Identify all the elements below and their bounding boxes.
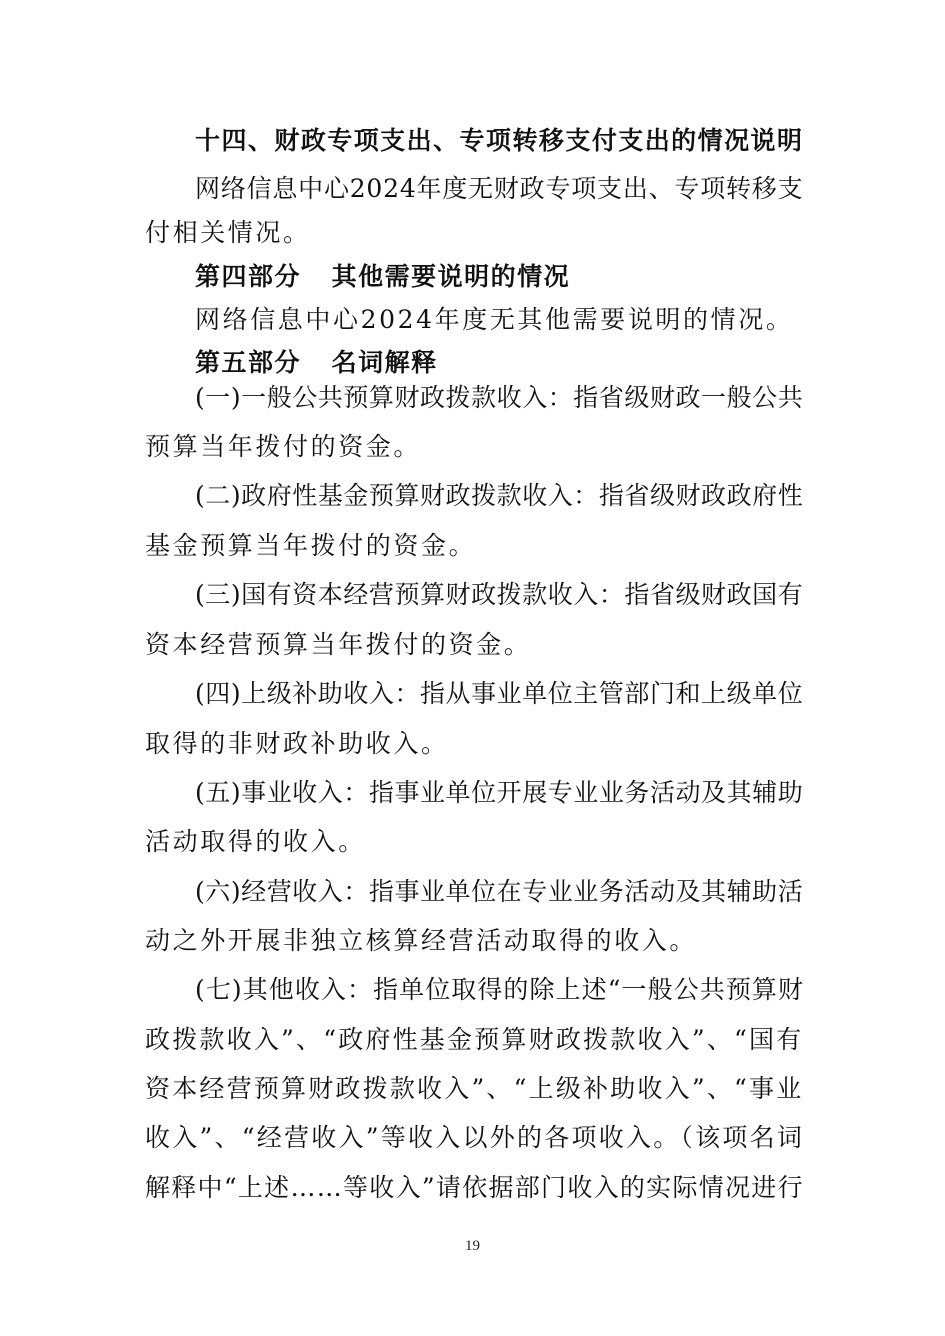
term-5-line: 活动取得的收入。 xyxy=(145,827,366,856)
term-4-line: (四)上级补助收入：指从事业单位主管部门和上级单位 xyxy=(195,679,804,708)
part-4-heading: 第四部分 其他需要说明的情况 xyxy=(195,262,571,291)
section-14-heading: 十四、财政专项支出、专项转移支付支出的情况说明 xyxy=(195,126,804,155)
page-number: 19 xyxy=(465,1238,480,1254)
term-6-line: (六)经营收入：指事业单位在专业业务活动及其辅助活 xyxy=(195,877,804,906)
term-2-line: (二)政府性基金预算财政拨款收入：指省级财政政府性 xyxy=(195,481,804,510)
part-4-body: 网络信息中心2024年度无其他需要说明的情况。 xyxy=(195,305,794,334)
term-2-line: 基金预算当年拨付的资金。 xyxy=(145,531,477,560)
term-3-line: (三)国有资本经营预算财政拨款收入：指省级财政国有 xyxy=(195,580,804,609)
term-7-line: 资本经营预算财政拨款收入”、“上级补助收入”、“事业 xyxy=(145,1074,804,1103)
term-7-line: 解释中“上述……等收入”请依据部门收入的实际情况进行 xyxy=(145,1173,804,1202)
term-1-line: 预算当年拨付的资金。 xyxy=(145,432,422,461)
term-3-line: 资本经营预算当年拨付的资金。 xyxy=(145,630,532,659)
section-14-body-line: 网络信息中心2024年度无财政专项支出、专项转移支 xyxy=(195,174,804,203)
section-14-body-line: 付相关情况。 xyxy=(145,218,311,247)
term-5-line: (五)事业收入：指事业单位开展专业业务活动及其辅助 xyxy=(195,778,804,807)
term-4-line: 取得的非财政补助收入。 xyxy=(145,729,449,758)
term-7-line: 政拨款收入”、“政府性基金预算财政拨款收入”、“国有 xyxy=(145,1025,804,1054)
term-1-line: (一)一般公共预算财政拨款收入：指省级财政一般公共 xyxy=(195,383,804,412)
term-7-line: 收入”、“经营收入”等收入以外的各项收入。（该项名词 xyxy=(145,1123,805,1152)
term-6-line: 动之外开展非独立核算经营活动取得的收入。 xyxy=(145,926,698,955)
term-7-line: (七)其他收入：指单位取得的除上述“一般公共预算财 xyxy=(195,975,805,1004)
part-5-heading: 第五部分 名词解释 xyxy=(195,348,438,377)
